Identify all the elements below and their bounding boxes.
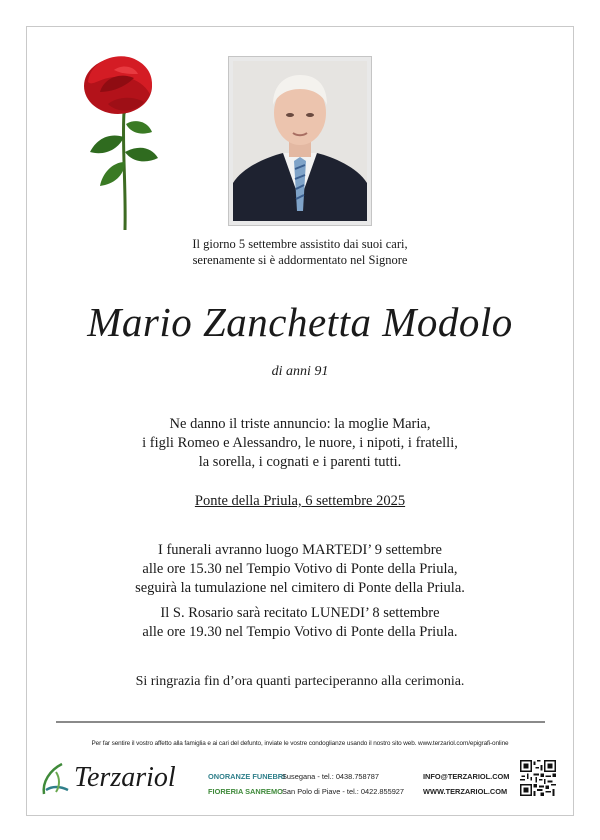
place-date: [0, 493, 600, 510]
place-date-text: Ponte della Priula, 6 settembre 2025: [194, 493, 406, 509]
intro-line: serenamente si è addormentato nel Signore: [192, 253, 408, 267]
address-san-polo: San Polo di Piave - tel.: 0422.855927: [282, 787, 405, 796]
qr-code-icon[interactable]: [520, 760, 556, 796]
website-link[interactable]: WWW.TERZARIOL.COM: [423, 787, 508, 796]
rosary-line: alle ore 19.30 nel Tempio Votivo di Ponte della Priula.: [142, 624, 458, 640]
funeral-line: I funerali avranno luogo MARTEDI’ 9 settembre: [158, 542, 442, 558]
rosary-line: Il S. Rosario sarà recitato LUNEDI’ 8 settembre: [160, 605, 440, 621]
service-onoranze: ONORANZE FUNEBRI: [208, 772, 286, 781]
email-link[interactable]: INFO@TERZARIOL.COM: [423, 772, 510, 781]
relatives-line: i figli Romeo e Alessandro, le nuore, i nipoti, i fratelli,: [142, 435, 458, 451]
portrait-frame: [228, 56, 372, 226]
intro-line: Il giorno 5 settembre assistito dai suoi cari,: [192, 237, 408, 251]
rosary-details: [0, 604, 600, 642]
relatives-line: la sorella, i cognati e i parenti tutti.: [198, 454, 402, 470]
deceased-age: di anni 91: [271, 364, 329, 379]
funeral-line: seguirà la tumulazione nel cimitero di Ponte della Priula.: [135, 580, 465, 596]
relatives-line: Ne danno il triste annuncio: la moglie Maria,: [169, 416, 431, 432]
terzariol-logo-icon: [38, 760, 74, 800]
thanks-text: Si ringrazia fin d’ora quanti parteciperanno alla cerimonia.: [135, 674, 465, 689]
rose-icon: [78, 52, 162, 232]
logo-text: Terzariol: [74, 762, 176, 793]
condolences-note: Per far sentire il vostro affetto alla famiglia e ai cari del defunto, inviate le vostre condoglianze usando il nostro sito web. www.terzariol.com/epigrafi-online: [91, 740, 509, 747]
portrait-photo: [233, 61, 367, 221]
funeral-details: [0, 541, 600, 598]
intro-text: [0, 236, 600, 268]
funeral-line: alle ore 15.30 nel Tempio Votivo di Ponte della Priula,: [142, 561, 458, 577]
terzariol-logo[interactable]: [38, 760, 210, 800]
relatives-announcement: [0, 415, 600, 472]
service-fioreria: FIORERIA SANREMO: [208, 787, 283, 796]
deceased-name: Mario Zanchetta Modolo: [87, 299, 513, 345]
footer-divider: [56, 721, 545, 723]
address-susegana: Susegana - tel.: 0438.758787: [282, 772, 379, 781]
